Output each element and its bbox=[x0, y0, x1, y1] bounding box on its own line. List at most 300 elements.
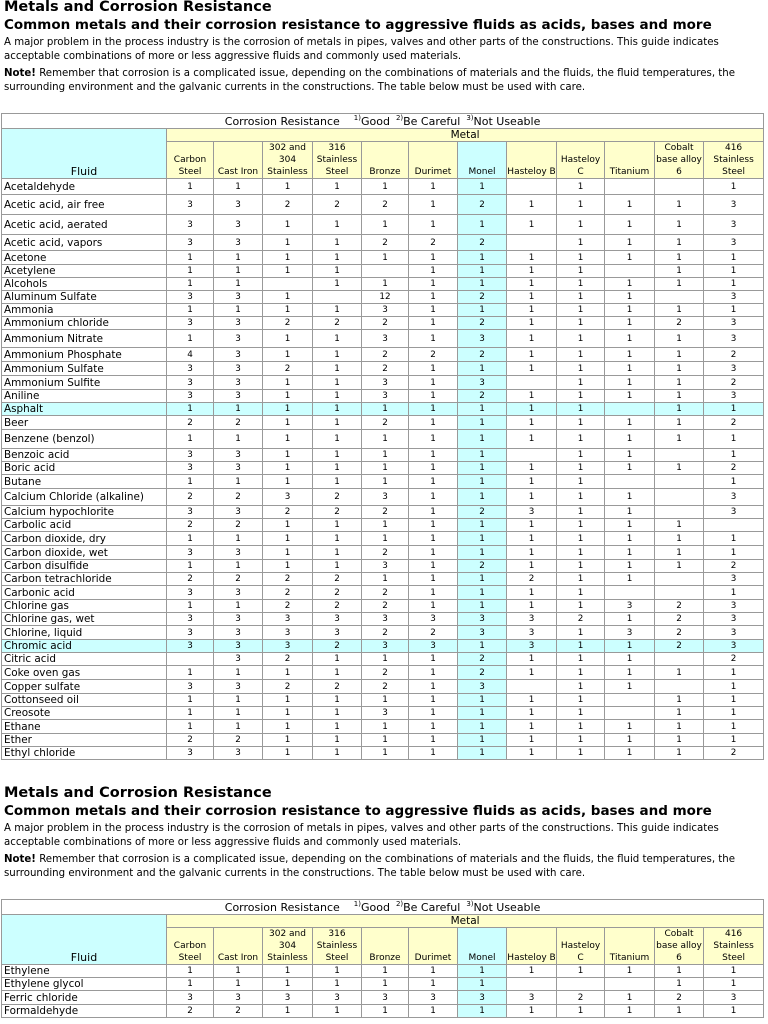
rating-cell: 3 bbox=[704, 573, 764, 586]
rating-cell: 1 bbox=[507, 390, 557, 403]
rating-cell: 2 bbox=[313, 573, 362, 586]
rating-cell: 1 bbox=[409, 720, 458, 734]
rating-cell: 3 bbox=[507, 506, 557, 519]
rating-cell: 3 bbox=[167, 376, 214, 390]
fluid-name: Benzene (benzol) bbox=[2, 430, 167, 449]
rating-cell: 3 bbox=[167, 640, 214, 653]
rating-cell: 1 bbox=[167, 965, 214, 978]
rating-cell: 1 bbox=[655, 304, 704, 317]
rating-cell: 1 bbox=[557, 416, 605, 430]
rating-cell: 1 bbox=[655, 430, 704, 449]
rating-cell: 1 bbox=[409, 376, 458, 390]
rating-cell: 1 bbox=[655, 362, 704, 376]
column-header: 302 and 304 Stainless bbox=[263, 928, 313, 965]
rating-cell: 3 bbox=[704, 489, 764, 506]
rating-cell: 1 bbox=[362, 965, 409, 978]
caption-text: Corrosion Resistance bbox=[224, 114, 340, 128]
rating-cell: 1 bbox=[704, 265, 764, 278]
rating-cell: 1 bbox=[557, 573, 605, 586]
rating-cell: 1 bbox=[557, 304, 605, 317]
rating-cell: 1 bbox=[214, 430, 263, 449]
rating-cell: 3 bbox=[214, 462, 263, 475]
rating-cell: 1 bbox=[557, 626, 605, 640]
rating-cell: 2 bbox=[313, 586, 362, 600]
rating-cell: 1 bbox=[167, 430, 214, 449]
rating-cell: 1 bbox=[167, 330, 214, 348]
rating-cell: 1 bbox=[507, 475, 557, 489]
rating-cell: 1 bbox=[704, 707, 764, 720]
rating-cell: 1 bbox=[214, 179, 263, 195]
rating-cell bbox=[507, 376, 557, 390]
rating-cell: 1 bbox=[704, 475, 764, 489]
rating-cell: 1 bbox=[458, 546, 507, 560]
rating-cell bbox=[507, 680, 557, 694]
legend-num: 2) bbox=[395, 113, 404, 122]
rating-cell: 3 bbox=[214, 291, 263, 304]
rating-cell: 1 bbox=[313, 1005, 362, 1018]
rating-cell: 1 bbox=[409, 694, 458, 707]
rating-cell: 1 bbox=[507, 694, 557, 707]
rating-cell: 1 bbox=[605, 965, 655, 978]
column-header: Cast Iron bbox=[214, 142, 263, 179]
rating-cell: 1 bbox=[313, 449, 362, 462]
rating-cell: 1 bbox=[655, 694, 704, 707]
rating-cell: 2 bbox=[362, 195, 409, 215]
rating-cell: 1 bbox=[214, 304, 263, 317]
table-row bbox=[2, 449, 764, 462]
column-header: Hasteloy C bbox=[557, 928, 605, 965]
metal-header: Metal bbox=[167, 129, 764, 142]
rating-cell: 1 bbox=[458, 475, 507, 489]
rating-cell: 1 bbox=[362, 573, 409, 586]
rating-cell: 3 bbox=[214, 362, 263, 376]
rating-cell: 1 bbox=[263, 390, 313, 403]
rating-cell: 3 bbox=[167, 586, 214, 600]
legend-text: Not Useable bbox=[473, 900, 541, 914]
rating-cell: 1 bbox=[362, 720, 409, 734]
rating-cell: 3 bbox=[214, 330, 263, 348]
column-header: Bronze bbox=[362, 142, 409, 179]
rating-cell: 2 bbox=[704, 653, 764, 666]
rating-cell: 1 bbox=[655, 462, 704, 475]
rating-cell: 1 bbox=[362, 734, 409, 747]
fluid-name: Carbon dioxide, wet bbox=[2, 546, 167, 560]
rating-cell: 1 bbox=[655, 330, 704, 348]
rating-cell: 1 bbox=[507, 362, 557, 376]
rating-cell: 1 bbox=[704, 680, 764, 694]
rating-cell: 2 bbox=[263, 653, 313, 666]
rating-cell: 1 bbox=[605, 506, 655, 519]
rating-cell: 3 bbox=[362, 376, 409, 390]
rating-cell: 3 bbox=[409, 613, 458, 626]
rating-cell: 1 bbox=[263, 720, 313, 734]
rating-cell: 2 bbox=[409, 626, 458, 640]
rating-cell: 3 bbox=[167, 747, 214, 760]
fluid-name: Ammonium Sulfate bbox=[2, 362, 167, 376]
rating-cell: 1 bbox=[557, 489, 605, 506]
rating-cell: 2 bbox=[214, 734, 263, 747]
rating-cell: 1 bbox=[409, 586, 458, 600]
table-row bbox=[2, 1005, 764, 1018]
rating-cell: 1 bbox=[507, 265, 557, 278]
rating-cell: 1 bbox=[704, 978, 764, 991]
table-row bbox=[2, 390, 764, 403]
rating-cell: 3 bbox=[704, 991, 764, 1005]
rating-cell: 1 bbox=[605, 304, 655, 317]
rating-cell: 1 bbox=[167, 600, 214, 613]
column-header: Monel bbox=[458, 142, 507, 179]
rating-cell: 1 bbox=[362, 978, 409, 991]
rating-cell: 1 bbox=[557, 707, 605, 720]
rating-cell: 1 bbox=[313, 278, 362, 291]
rating-cell: 2 bbox=[458, 348, 507, 362]
caption-cell bbox=[2, 900, 764, 915]
rating-cell: 2 bbox=[409, 235, 458, 251]
rating-cell bbox=[655, 291, 704, 304]
rating-cell: 3 bbox=[507, 640, 557, 653]
fluid-name: Beer bbox=[2, 416, 167, 430]
fluid-name: Citric acid bbox=[2, 653, 167, 666]
fluid-header: Fluid bbox=[2, 129, 167, 179]
table-row bbox=[2, 640, 764, 653]
rating-cell: 3 bbox=[313, 613, 362, 626]
rating-cell: 1 bbox=[704, 734, 764, 747]
rating-cell: 1 bbox=[313, 304, 362, 317]
table-row bbox=[2, 978, 764, 991]
column-header: Durimet bbox=[409, 142, 458, 179]
rating-cell: 1 bbox=[605, 317, 655, 330]
table-row bbox=[2, 626, 764, 640]
fluid-name: Ammonium chloride bbox=[2, 317, 167, 330]
rating-cell: 1 bbox=[557, 519, 605, 532]
rating-cell: 1 bbox=[409, 666, 458, 680]
rating-cell: 1 bbox=[263, 694, 313, 707]
fluid-name: Asphalt bbox=[2, 403, 167, 416]
rating-cell: 2 bbox=[704, 462, 764, 475]
table-row bbox=[2, 506, 764, 519]
fluid-name: Formaldehyde bbox=[2, 1005, 167, 1018]
rating-cell: 1 bbox=[605, 489, 655, 506]
rating-cell: 1 bbox=[458, 304, 507, 317]
rating-cell: 1 bbox=[409, 195, 458, 215]
rating-cell: 3 bbox=[263, 991, 313, 1005]
fluid-name: Acetic acid, air free bbox=[2, 195, 167, 215]
rating-cell: 4 bbox=[167, 348, 214, 362]
rating-cell: 1 bbox=[167, 720, 214, 734]
rating-cell: 1 bbox=[167, 278, 214, 291]
rating-cell: 1 bbox=[655, 251, 704, 265]
table-row bbox=[2, 251, 764, 265]
page-section-2 bbox=[0, 786, 768, 1024]
rating-cell: 3 bbox=[214, 747, 263, 760]
rating-cell bbox=[605, 978, 655, 991]
rating-cell: 1 bbox=[362, 462, 409, 475]
rating-cell: 1 bbox=[313, 747, 362, 760]
rating-cell: 1 bbox=[557, 235, 605, 251]
rating-cell: 1 bbox=[557, 546, 605, 560]
column-header: Cast Iron bbox=[214, 928, 263, 965]
rating-cell: 1 bbox=[458, 734, 507, 747]
rating-cell: 3 bbox=[167, 449, 214, 462]
rating-cell: 1 bbox=[557, 734, 605, 747]
rating-cell: 1 bbox=[214, 720, 263, 734]
rating-cell: 1 bbox=[263, 403, 313, 416]
rating-cell: 2 bbox=[263, 586, 313, 600]
rating-cell: 1 bbox=[362, 653, 409, 666]
rating-cell: 1 bbox=[409, 291, 458, 304]
rating-cell: 1 bbox=[409, 251, 458, 265]
rating-cell: 1 bbox=[557, 506, 605, 519]
rating-cell: 1 bbox=[409, 734, 458, 747]
rating-cell: 1 bbox=[605, 666, 655, 680]
doc-subtitle: Common metals and their corrosion resistance to aggressive fluids as acids, bases and more bbox=[4, 17, 712, 33]
table-row bbox=[2, 235, 764, 251]
rating-cell: 1 bbox=[167, 475, 214, 489]
legend-text: Be Careful bbox=[403, 900, 461, 914]
fluid-name: Chromic acid bbox=[2, 640, 167, 653]
rating-cell: 2 bbox=[362, 348, 409, 362]
fluid-name: Ammonium Sulfite bbox=[2, 376, 167, 390]
table-row bbox=[2, 489, 764, 506]
rating-cell: 3 bbox=[214, 680, 263, 694]
table-row bbox=[2, 560, 764, 573]
rating-cell: 1 bbox=[655, 215, 704, 235]
metal-row bbox=[2, 129, 764, 142]
rating-cell: 1 bbox=[362, 251, 409, 265]
rating-cell: 2 bbox=[167, 416, 214, 430]
rating-cell: 2 bbox=[263, 195, 313, 215]
rating-cell: 1 bbox=[214, 965, 263, 978]
rating-cell: 3 bbox=[704, 640, 764, 653]
rating-cell: 2 bbox=[655, 991, 704, 1005]
fluid-name: Chlorine, liquid bbox=[2, 626, 167, 640]
rating-cell: 1 bbox=[409, 416, 458, 430]
rating-cell: 1 bbox=[557, 462, 605, 475]
rating-cell: 3 bbox=[167, 546, 214, 560]
note-label: Note! bbox=[4, 68, 36, 79]
table-row bbox=[2, 416, 764, 430]
rating-cell: 1 bbox=[167, 666, 214, 680]
rating-cell: 3 bbox=[362, 390, 409, 403]
rating-cell: 1 bbox=[313, 430, 362, 449]
rating-cell: 1 bbox=[263, 519, 313, 532]
rating-cell: 1 bbox=[507, 348, 557, 362]
rating-cell bbox=[605, 694, 655, 707]
rating-cell: 1 bbox=[605, 416, 655, 430]
rating-cell: 1 bbox=[557, 600, 605, 613]
rating-cell bbox=[507, 449, 557, 462]
rating-cell: 1 bbox=[557, 475, 605, 489]
rating-cell: 3 bbox=[704, 291, 764, 304]
rating-cell bbox=[507, 235, 557, 251]
rating-cell: 3 bbox=[214, 546, 263, 560]
fluid-name: Benzoic acid bbox=[2, 449, 167, 462]
rating-cell: 3 bbox=[263, 489, 313, 506]
rating-cell: 1 bbox=[704, 304, 764, 317]
fluid-name: Ether bbox=[2, 734, 167, 747]
rating-cell: 1 bbox=[557, 179, 605, 195]
rating-cell: 3 bbox=[704, 362, 764, 376]
rating-cell: 1 bbox=[362, 449, 409, 462]
rating-cell bbox=[167, 653, 214, 666]
rating-cell: 1 bbox=[507, 666, 557, 680]
rating-cell: 2 bbox=[704, 560, 764, 573]
rating-cell: 2 bbox=[313, 680, 362, 694]
rating-cell: 1 bbox=[263, 235, 313, 251]
rating-cell: 2 bbox=[313, 600, 362, 613]
rating-cell: 1 bbox=[458, 489, 507, 506]
rating-cell: 1 bbox=[557, 694, 605, 707]
rating-cell: 2 bbox=[214, 1005, 263, 1018]
rating-cell: 1 bbox=[167, 403, 214, 416]
rating-cell: 2 bbox=[214, 489, 263, 506]
rating-cell: 1 bbox=[507, 215, 557, 235]
rating-cell: 1 bbox=[214, 278, 263, 291]
rating-cell: 1 bbox=[704, 694, 764, 707]
rating-cell: 3 bbox=[167, 462, 214, 475]
rating-cell: 1 bbox=[557, 965, 605, 978]
rating-cell: 1 bbox=[605, 291, 655, 304]
column-header: 416 Stainless Steel bbox=[704, 928, 764, 965]
rating-cell: 2 bbox=[655, 613, 704, 626]
rating-cell: 2 bbox=[214, 573, 263, 586]
rating-cell: 1 bbox=[507, 519, 557, 532]
rating-cell: 1 bbox=[605, 573, 655, 586]
rating-cell: 1 bbox=[263, 265, 313, 278]
rating-cell: 1 bbox=[409, 449, 458, 462]
rating-cell: 1 bbox=[507, 489, 557, 506]
rating-cell: 1 bbox=[263, 215, 313, 235]
rating-cell: 1 bbox=[409, 573, 458, 586]
rating-cell: 1 bbox=[605, 330, 655, 348]
rating-cell: 1 bbox=[655, 965, 704, 978]
rating-cell: 1 bbox=[557, 265, 605, 278]
rating-cell: 1 bbox=[409, 747, 458, 760]
rating-cell: 1 bbox=[704, 430, 764, 449]
rating-cell: 1 bbox=[458, 694, 507, 707]
fluid-name: Cottonseed oil bbox=[2, 694, 167, 707]
rating-cell: 1 bbox=[605, 195, 655, 215]
rating-cell: 1 bbox=[214, 978, 263, 991]
rating-cell: 1 bbox=[605, 348, 655, 362]
rating-cell bbox=[655, 586, 704, 600]
rating-cell: 1 bbox=[409, 506, 458, 519]
rating-cell: 3 bbox=[263, 613, 313, 626]
rating-cell: 1 bbox=[507, 251, 557, 265]
rating-cell: 1 bbox=[313, 475, 362, 489]
table-row bbox=[2, 430, 764, 449]
rating-cell: 2 bbox=[458, 560, 507, 573]
rating-cell: 1 bbox=[557, 449, 605, 462]
rating-cell: 1 bbox=[263, 376, 313, 390]
legend-num: 1) bbox=[353, 899, 361, 908]
column-header: 416 Stainless Steel bbox=[704, 142, 764, 179]
rating-cell: 3 bbox=[313, 626, 362, 640]
table-row bbox=[2, 278, 764, 291]
rating-cell: 1 bbox=[263, 734, 313, 747]
legend-item bbox=[396, 901, 460, 914]
column-header: Titanium bbox=[605, 142, 655, 179]
fluid-name: Calcium Chloride (alkaline) bbox=[2, 489, 167, 506]
rating-cell: 1 bbox=[458, 416, 507, 430]
rating-cell: 1 bbox=[409, 403, 458, 416]
legend-num: 3) bbox=[466, 899, 474, 908]
rating-cell: 1 bbox=[557, 376, 605, 390]
rating-cell: 1 bbox=[557, 680, 605, 694]
column-header: Titanium bbox=[605, 928, 655, 965]
fluid-name: Ammonium Nitrate bbox=[2, 330, 167, 348]
rating-cell: 1 bbox=[362, 747, 409, 760]
rating-cell: 3 bbox=[167, 195, 214, 215]
rating-cell: 1 bbox=[704, 251, 764, 265]
rating-cell: 1 bbox=[655, 235, 704, 251]
table-row bbox=[2, 694, 764, 707]
rating-cell: 1 bbox=[313, 362, 362, 376]
rating-cell: 1 bbox=[458, 449, 507, 462]
rating-cell: 3 bbox=[167, 291, 214, 304]
fluid-name: Carbolic acid bbox=[2, 519, 167, 532]
rating-cell: 3 bbox=[704, 626, 764, 640]
rating-cell: 3 bbox=[214, 613, 263, 626]
rating-cell: 1 bbox=[605, 560, 655, 573]
rating-cell: 2 bbox=[557, 613, 605, 626]
doc-title-repeat: Metals and Corrosion Resistance bbox=[4, 786, 272, 801]
rating-cell: 1 bbox=[655, 666, 704, 680]
rating-cell: 1 bbox=[313, 330, 362, 348]
rating-cell: 1 bbox=[313, 376, 362, 390]
rating-cell: 3 bbox=[704, 600, 764, 613]
rating-cell: 1 bbox=[409, 489, 458, 506]
rating-cell: 3 bbox=[362, 991, 409, 1005]
rating-cell: 1 bbox=[704, 278, 764, 291]
rating-cell: 1 bbox=[507, 330, 557, 348]
rating-cell: 1 bbox=[557, 640, 605, 653]
rating-cell: 1 bbox=[605, 362, 655, 376]
rating-cell: 3 bbox=[704, 506, 764, 519]
fluid-name: Acetaldehyde bbox=[2, 179, 167, 195]
corrosion-table-continued bbox=[1, 899, 764, 1018]
rating-cell: 1 bbox=[263, 449, 313, 462]
rating-cell: 3 bbox=[458, 680, 507, 694]
rating-cell: 2 bbox=[362, 235, 409, 251]
rating-cell: 1 bbox=[507, 291, 557, 304]
rating-cell: 2 bbox=[313, 506, 362, 519]
column-header: 316 Stainless Steel bbox=[313, 142, 362, 179]
rating-cell: 3 bbox=[507, 626, 557, 640]
fluid-name: Ethylene bbox=[2, 965, 167, 978]
rating-cell: 2 bbox=[458, 666, 507, 680]
rating-cell: 2 bbox=[458, 291, 507, 304]
rating-cell: 1 bbox=[655, 390, 704, 403]
rating-cell: 1 bbox=[409, 653, 458, 666]
fluid-name: Copper sulfate bbox=[2, 680, 167, 694]
rating-cell: 1 bbox=[507, 560, 557, 573]
intro-paragraph-repeat: A major problem in the process industry is the corrosion of metals in pipes, valves and other parts of the constructions. This guide indicates acceptable combinations of more or less aggressive fluids and commonly used materials. bbox=[4, 823, 719, 848]
rating-cell: 2 bbox=[313, 489, 362, 506]
rating-cell: 1 bbox=[313, 179, 362, 195]
rating-cell: 1 bbox=[263, 666, 313, 680]
table-row bbox=[2, 720, 764, 734]
rating-cell: 1 bbox=[263, 251, 313, 265]
rating-cell: 1 bbox=[458, 362, 507, 376]
rating-cell: 1 bbox=[605, 278, 655, 291]
rating-cell: 1 bbox=[655, 978, 704, 991]
rating-cell: 3 bbox=[167, 235, 214, 251]
rating-cell: 1 bbox=[507, 734, 557, 747]
rating-cell: 1 bbox=[362, 215, 409, 235]
rating-cell bbox=[655, 680, 704, 694]
rating-cell: 1 bbox=[214, 265, 263, 278]
